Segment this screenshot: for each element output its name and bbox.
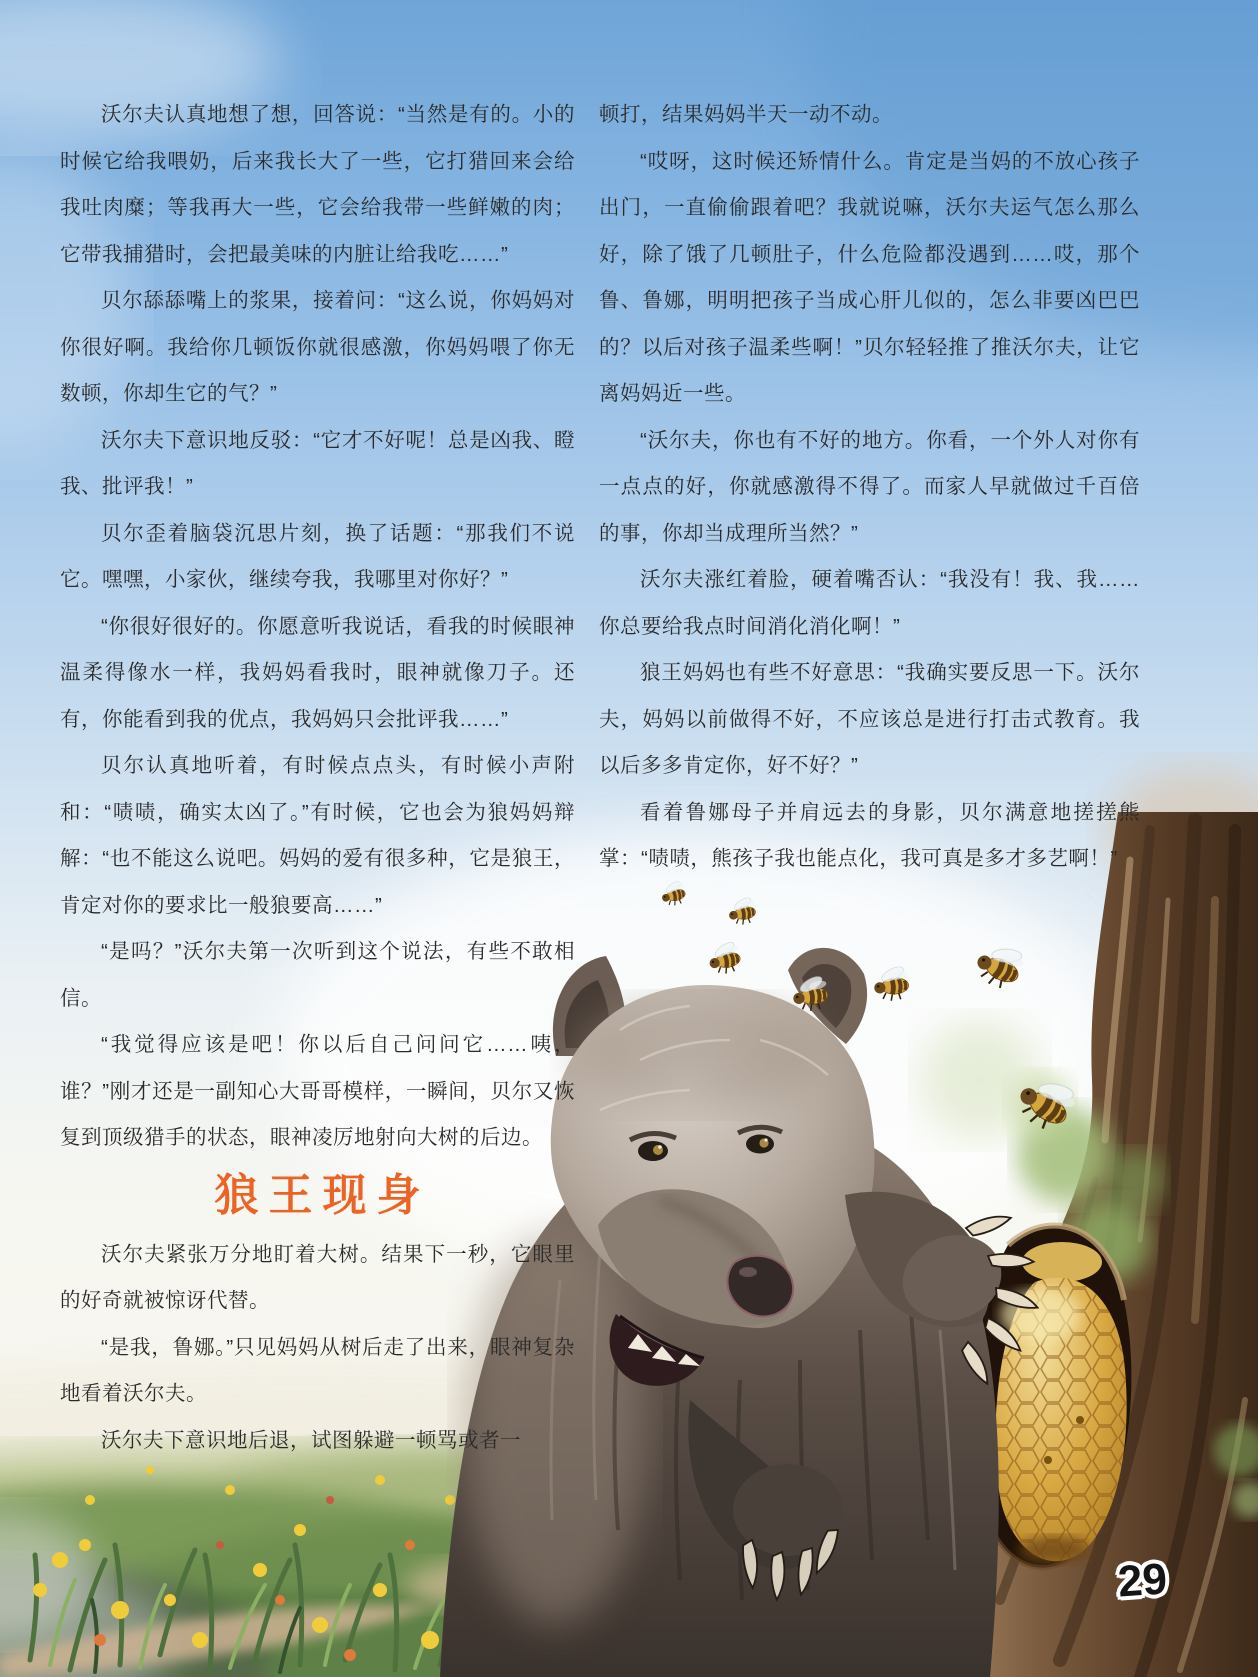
story-paragraph: 沃尔夫涨红着脸，硬着嘴否认：“我没有！我、我……你总要给我点时间消化消化啊！”	[599, 568, 1140, 638]
story-paragraph: 贝尔歪着脑袋沉思片刻，换了话题：“那我们不说它。嘿嘿，小家伙，继续夸我，我哪里对你好？”	[60, 521, 575, 591]
story-paragraph: “哎呀，这时候还矫情什么。肯定是当妈的不放心孩子出门，一直偷偷跟着吧？我就说嘛，沃尔夫运气怎么那么好，除了饿了几顿肚子，什么危险都没遇到……哎，那个鲁、鲁娜，明明把孩子当成心肝儿似的，怎么非要凶巴巴的？以后对孩子温柔些啊！”贝尔轻轻推了推沃尔夫，让它离妈妈近一些。	[599, 149, 1140, 405]
section-heading: 狼王现身	[214, 1170, 431, 1220]
story-paragraph: “是吗？”沃尔夫第一次听到这个说法，有些不敢相信。	[60, 940, 575, 1010]
story-paragraph: 沃尔夫下意识地后退，试图躲避一顿骂或者一	[101, 1428, 521, 1452]
page-number: 29	[1116, 1554, 1169, 1607]
story-paragraph: 顿打，结果妈妈半天一动不动。	[599, 103, 893, 126]
story-paragraph: “沃尔夫，你也有不好的地方。你看，一个外人对你有一点点的好，你就感激得不得了。而家人早就做过千百倍的事，你却当成理所当然？”	[599, 428, 1140, 545]
right-column	[599, 92, 1140, 883]
story-paragraph: 看着鲁娜母子并肩远去的身影，贝尔满意地搓搓熊掌：“啧啧，熊孩子我也能点化，我可真是多才多艺啊！”	[599, 800, 1140, 870]
left-column	[60, 92, 575, 1464]
story-paragraph: 沃尔夫认真地想了想，回答说：“当然是有的。小的时候它给我喂奶，后来我长大了一些，它打猎回来会给我吐肉糜；等我再大一些，它会给我带一些鲜嫩的肉；它带我捕猎时，会把最美味的内脏让给我吃……”	[60, 103, 575, 266]
story-paragraph: 狼王妈妈也有些不好意思：“我确实要反思一下。沃尔夫，妈妈以前做得不好，不应该总是进行打击式教育。我以后多多肯定你，好不好？”	[599, 661, 1140, 777]
story-paragraph: “我觉得应该是吧！你以后自己问问它……咦，谁？”刚才还是一副知心大哥哥模样，一瞬间，贝尔又恢复到顶级猎手的状态，眼神凌厉地射向大树的后边。	[60, 1033, 575, 1149]
story-paragraph: 沃尔夫下意识地反驳：“它才不好呢！总是凶我、瞪我、批评我！”	[60, 428, 575, 498]
story-paragraph: “是我，鲁娜。”只见妈妈从树后走了出来，眼神复杂地看着沃尔夫。	[60, 1335, 575, 1405]
story-paragraph: “你很好很好的。你愿意听我说话，看我的时候眼神温柔得像水一样，我妈妈看我时，眼神就像刀子。还有，你能看到我的优点，我妈妈只会批评我……”	[60, 614, 575, 731]
story-paragraph: 贝尔认真地听着，有时候点点头，有时候小声附和：“啧啧，确实太凶了。”有时候，它也会为狼妈妈辩解：“也不能这么说吧。妈妈的爱有很多种，它是狼王，肯定对你的要求比一般狼要高……”	[60, 754, 575, 917]
story-paragraph: 沃尔夫紧张万分地盯着大树。结果下一秒，它眼里的好奇就被惊讶代替。	[60, 1242, 575, 1312]
story-paragraph: 贝尔舔舔嘴上的浆果，接着问：“这么说，你妈妈对你很好啊。我给你几顿饭你就很感激，你妈妈喂了你无数顿，你却生它的气？”	[60, 289, 575, 405]
